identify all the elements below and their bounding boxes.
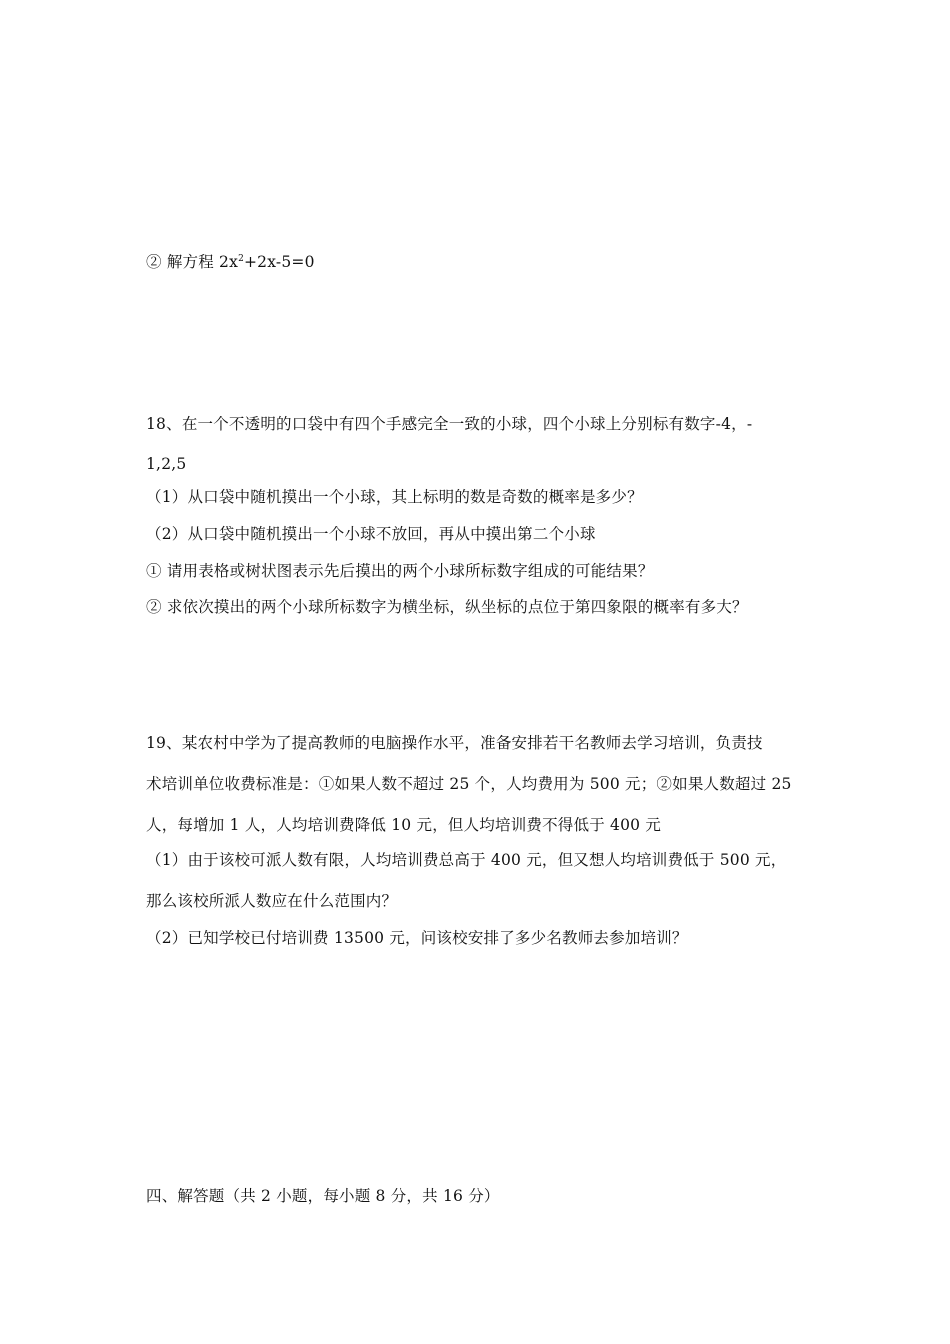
q18-stem-line1: 18、在一个不透明的口袋中有四个手感完全一致的小球，四个小球上分别标有数字-4，- <box>146 415 753 433</box>
q17-part2-prefix: ② 解方程 2x <box>146 253 239 271</box>
q18-sub2: （2）从口袋中随机摸出一个小球不放回，再从中摸出第二个小球 <box>146 525 596 543</box>
section4-heading: 四、解答题（共 2 小题，每小题 8 分，共 16 分） <box>146 1187 500 1205</box>
q19-sub2: （2）已知学校已付培训费 13500 元，问该校安排了多少名教师去参加培训？ <box>146 929 688 947</box>
q19-sub1-line1: （1）由于该校可派人数有限，人均培训费总高于 400 元，但又想人均培训费低于 500 元， <box>146 851 787 869</box>
q19-stem-line1: 19、某农村中学为了提高教师的电脑操作水平，准备安排若干名教师去学习培训，负责技 <box>146 734 763 752</box>
q17-part2-equation <box>146 252 315 272</box>
q19-stem-line3: 人，每增加 1 人，人均培训费降低 10 元，但人均培训费不得低于 400 元 <box>146 816 662 834</box>
q19-stem-line2: 术培训单位收费标准是：①如果人数不超过 25 个，人均费用为 500 元；②如果人数超过 25 <box>146 775 792 793</box>
q18-sub2-ii: ② 求依次摸出的两个小球所标数字为横坐标，纵坐标的点位于第四象限的概率有多大？ <box>146 598 748 616</box>
q18-sub2-i: ① 请用表格或树状图表示先后摸出的两个小球所标数字组成的可能结果？ <box>146 562 654 580</box>
q18-stem-line2: 1,2,5 <box>146 455 187 473</box>
q19-sub1-line2: 那么该校所派人数应在什么范围内？ <box>146 892 398 910</box>
q18-sub1: （1）从口袋中随机摸出一个小球，其上标明的数是奇数的概率是多少？ <box>146 488 643 506</box>
q17-part2-exponent: 2 <box>238 253 244 264</box>
q17-part2-suffix: +2x-5=0 <box>244 253 315 271</box>
